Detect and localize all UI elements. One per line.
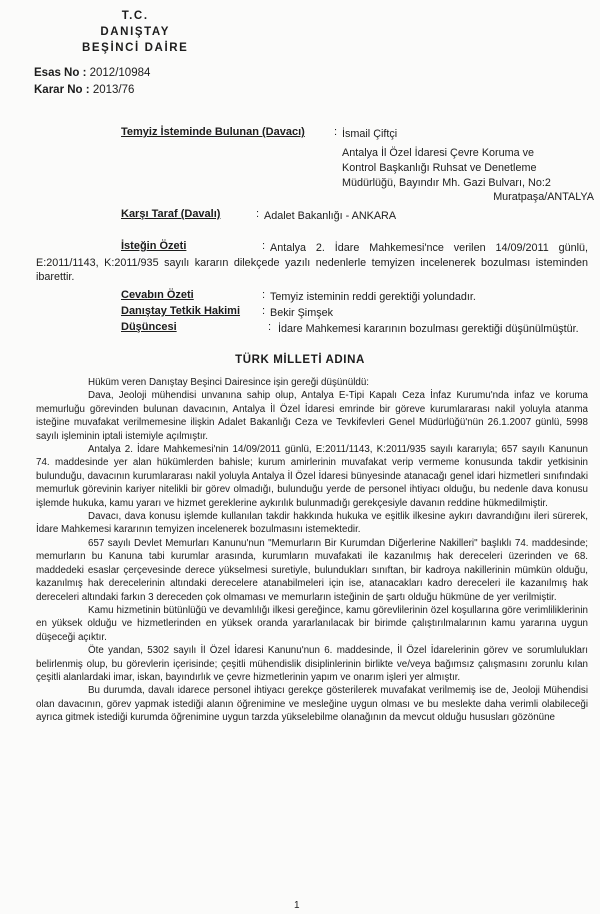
page-number: 1 [294, 900, 300, 911]
dusunce-text: İdare Mahkemesi kararının bozulması gerektiği düşünülmüştür. [278, 323, 579, 335]
cevap-colon: : [262, 289, 266, 301]
dusunce-colon: : [268, 321, 272, 333]
istek-text: Antalya 2. İdare Mahkemesi'nce verilen 14/09/2011 günlü, E:2011/1143, K:2011/935 sayılı kararın dilekçede yazılı nedenlerle temyizen incelenerek bozulması isteminden ibarettir. [36, 242, 588, 283]
davali-colon: : [256, 208, 260, 220]
davaci-name: İsmail Çiftçi [342, 128, 398, 140]
davaci-label: Temyiz İsteminde Bulunan (Davacı) [121, 126, 305, 138]
esas-label: Esas No : [34, 67, 87, 79]
esas-value: 2012/10984 [89, 67, 151, 79]
istek-colon: : [262, 240, 266, 252]
body-paragraph: Dava, Jeoloji mühendisi unvanına sahip olup, Antalya E-Tipi Kapalı Ceza İnfaz Kurumu'nda infaz ve koruma memurluğu görevinden bulunan davacının, Antalya İl Özel İdaresi emrinde bir göreve kurumlararası nakil yoluyla atanma isteğine muvafakat verilmemesine ilişkin Adalet Bakanlığı Ceza ve Tevkifevleri Genel Müdürlüğü'nün 26.1.2007 günlü, 5998 sayılı işleminin iptali istemiyle açılmıştır. [36, 390, 588, 442]
body-paragraph: 657 sayılı Devlet Memurları Kanunu'nun "Memurların Bir Kurumdan Diğerlerine Nakilleri" başlıklı 74. maddesinde; memurların bu Kanuna tabi kurumlar arasında, kurumların muvafakati ile kazanılmış hak dereceleri üzerinden ve 68. maddedeki esaslar çerçevesinde derece yükselmesi suretiyle, bulundukları sınıftan, bir kadroya nakillerinin mümkün olduğu, kazanılmış hak derecelerinin altındaki derecelere atanabilmeleri için ise, atanacakları kadro dereceleri ile kazanılmış hak dereceleri altındaki farkın 3 dereceden çok olmaması ve memurların isteğinin de şartı olduğu hükmüne de yer verilmiştir. [36, 537, 588, 603]
address-line: Kontrol Başkanlığı Ruhsat ve Denetleme [342, 161, 537, 174]
header-tc: T.C. [121, 10, 149, 22]
karar-label: Karar No : [34, 84, 90, 96]
court-header [82, 8, 188, 56]
cevap-label: Cevabın Özeti [121, 289, 194, 301]
karar-value: 2013/76 [92, 84, 135, 96]
dusunce-label: Düşüncesi [121, 321, 177, 333]
decision-title: TÜRK MİLLETİ ADINA [235, 354, 365, 366]
hakim-label: Danıştay Tetkik Hakimi [121, 305, 241, 317]
esas-no [34, 67, 150, 79]
body-paragraph: Kamu hizmetinin bütünlüğü ve devamlılığı ilkesi gereğince, kamu görevlilerinin özel koşullarına göre verimliliklerinin en yüksek olduğu ve hizmetlerinden en yüksek oranda yararlanılacak bir birimde çalıştırılmalarının kamu yararına uygun düşeceği açıktır. [36, 604, 588, 643]
body-paragraph: Hüküm veren Danıştay Beşinci Dairesince işin gereği düşünüldü: [88, 377, 369, 388]
body-paragraph: Antalya 2. İdare Mahkemesi'nin 14/09/2011 günlü, E:2011/1143, K:2011/935 sayılı kararıyla; 657 sayılı Kanunun 74. maddesinde yer alan hükümlerden bahisle; kurum amirlerinin muvafakat verip vermeme konusunda takdir yetkisinin bulunduğu, davacının kurumlararası nakil yoluyla Antalya İl Özel İdaresi bünyesinde atanacağı genel idari hizmetleri sınıfındaki memurluk görevinin kariyer nitelikli bir görev olmadığı, bulunduğu yerde de personel ihtiyacı olduğu, bu nedenle dava konusu işlemde hukuka, kamu yararı ve hizmet gereklerine aykırılık bulunmadığı gerekçesiyle davanın reddine hükmedilmiştir. [36, 444, 588, 509]
address-line: Müdürlüğü, Bayındır Mh. Gazi Bulvarı, No:2 [342, 176, 551, 189]
karar-no [34, 84, 134, 96]
header-chamber: BEŞİNCİ DAİRE [82, 42, 189, 54]
istek-label: İsteğin Özeti [121, 240, 187, 252]
davaci-colon: : [334, 126, 338, 138]
body-paragraph: Bu durumda, davalı idarece personel ihtiyacı gerekçe gösterilerek muvafakat verilmemiş ise de, Jeoloji Mühendisi olan davacının, görev yapmak istediği alanın öğrenimine ve mesleğine uygun olması ve bu meslekte daha verimli olabileceği ayrıca gitmek istediği kurumda öğrenimine uygun tarzda yükselebilme olanağının da mevcut olduğu hususları gözönüne [36, 685, 588, 724]
header-court: DANIŞTAY [100, 26, 171, 38]
body-paragraph: Davacı, dava konusu işlemde kullanılan takdir hakkında hukuka ve eşitlik ilkesine aykırı davrandığını ileri sürerek, İdare Mahkemesi kararının temyizen incelenerek bozulmasını istemektedir. [36, 511, 588, 536]
hakim-colon: : [262, 305, 266, 317]
davali-name: Adalet Bakanlığı - ANKARA [264, 210, 397, 222]
decision-body [36, 376, 588, 725]
address-line: Muratpaşa/ANTALYA [493, 191, 594, 204]
address-line: Antalya İl Özel İdaresi Çevre Koruma ve [342, 147, 535, 159]
davali-label: Karşı Taraf (Davalı) [121, 208, 221, 220]
hakim-text: Bekir Şimşek [270, 307, 333, 319]
davaci-address [342, 146, 594, 205]
cevap-text: Temyiz isteminin reddi gerektiği yolundadır. [270, 291, 476, 303]
body-paragraph: Öte yandan, 5302 sayılı İl Özel İdaresi Kanunu'nun 6. maddesinde, İl Özel İdarelerinin görev ve sorumlulukları belirlenmiş olup, bu görevlerin içerisinde; çeşitli mühendislik disiplinlerinin birlikte ve/veya bağımsız çalışmasını zorunlu kılan çeşitli alanlardaki imar, iskan, bayındırlık ve çevre hizmetlerinin yapım ve onarım işleri yer almıştır. [36, 645, 588, 683]
